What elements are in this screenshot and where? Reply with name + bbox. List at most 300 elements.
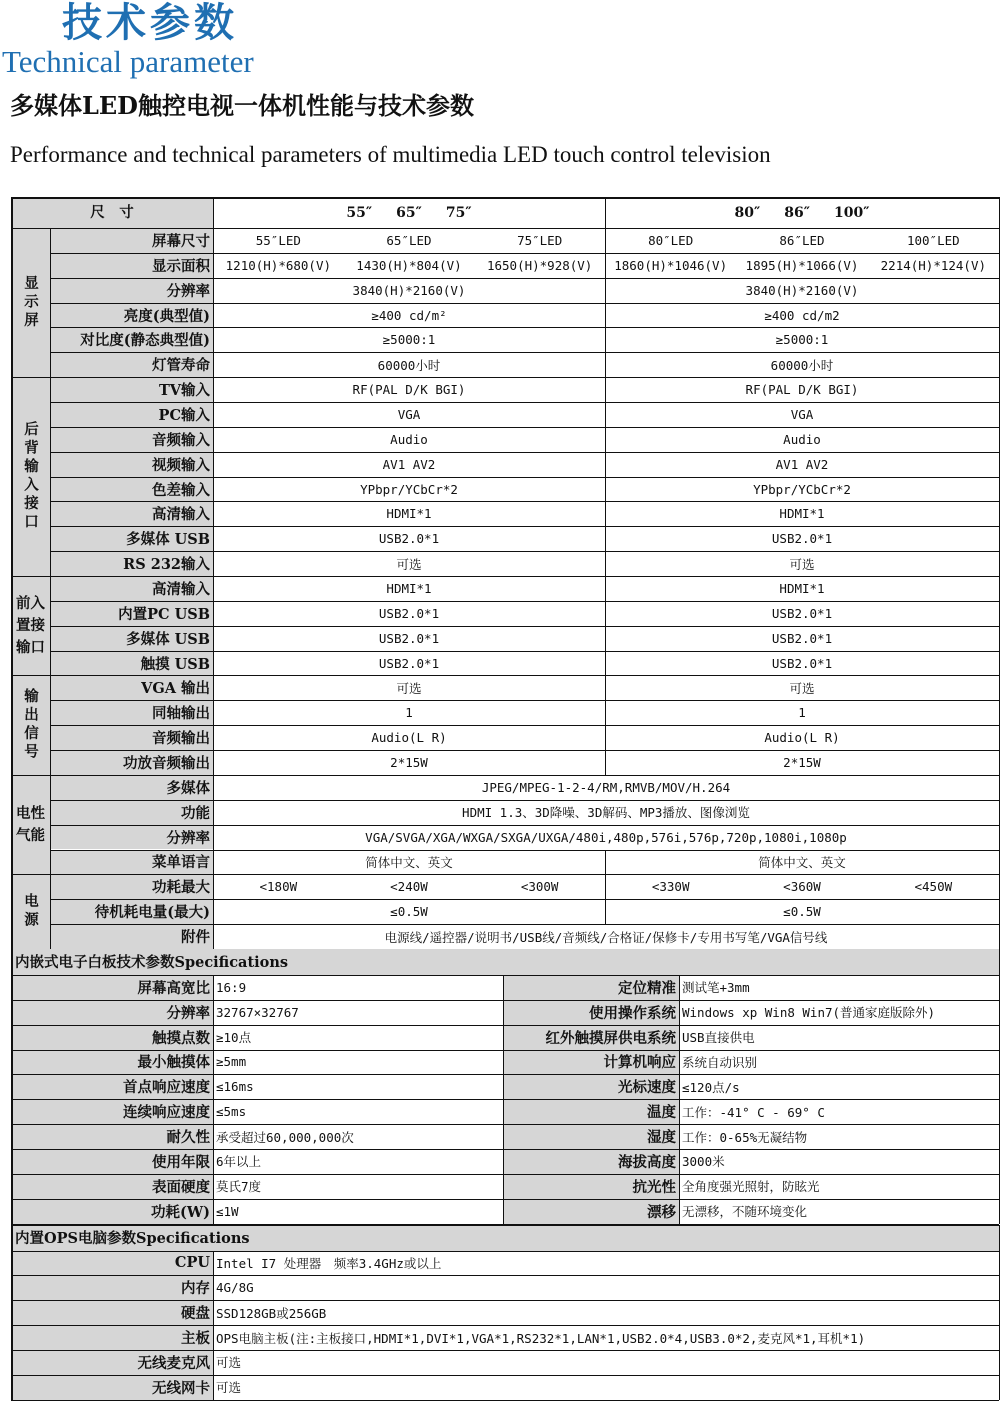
row-value: RF(PAL D/K BGI)	[745, 382, 859, 398]
grid-line	[213, 975, 214, 1224]
row-value: 2*15W	[783, 754, 821, 770]
row-value: 可选	[789, 556, 815, 572]
spec-label: 光标速度	[503, 1074, 679, 1099]
spec-row	[11, 675, 999, 700]
ops-heading: 内置OPS电脑参数Specifications	[11, 1225, 999, 1251]
spec-value: 承受超过60,000,000次	[216, 1129, 354, 1145]
spec-label: CPU	[11, 1251, 213, 1276]
row-value: 3840(H)*2160(V)	[745, 282, 859, 298]
grid-line	[50, 228, 51, 949]
row-value: 2*15W	[390, 754, 428, 770]
row-value: 电源线/遥控器/说明书/USB线/音频线/合格证/保修卡/专用书写笔/VGA信号线	[384, 929, 828, 945]
spec-row	[11, 352, 999, 377]
spec-row	[11, 278, 999, 303]
grid-line	[50, 352, 999, 353]
row-label: 高清输入	[50, 576, 213, 601]
spec-label: 触摸点数	[11, 1025, 213, 1050]
grid-line	[11, 1050, 999, 1051]
spec-value: ≤5ms	[216, 1104, 247, 1120]
grid-line	[11, 576, 50, 577]
grid-line	[605, 651, 606, 676]
whiteboard-row	[11, 1199, 999, 1224]
subtitle-cn: 多媒体LED触控电视一体机性能与技术参数	[10, 91, 474, 120]
spec-row	[11, 924, 999, 949]
row-value: 可选	[789, 680, 815, 696]
ops-row	[11, 1325, 999, 1350]
spec-label: 表面硬度	[11, 1174, 213, 1199]
grid-line	[605, 377, 606, 402]
spec-label: 温度	[503, 1099, 679, 1124]
spec-row	[11, 501, 999, 526]
row-label: 同轴输出	[50, 700, 213, 725]
spec-label: 海拔高度	[503, 1149, 679, 1174]
spec-value: SSD128GB或256GB	[216, 1305, 327, 1321]
grid-line	[11, 197, 13, 949]
grid-line	[11, 1251, 999, 1252]
grid-line	[605, 427, 606, 452]
ops-row	[11, 1300, 999, 1325]
row-label: 亮度(典型值)	[50, 303, 213, 328]
spec-row	[11, 700, 999, 725]
size-header-label: 尺 寸	[11, 197, 213, 228]
row-label: 音频输出	[50, 725, 213, 750]
spec-label: 内存	[11, 1275, 213, 1300]
row-label: 多媒体 USB	[50, 626, 213, 651]
grid-line	[11, 1350, 999, 1351]
spec-row	[11, 850, 999, 875]
grid-line	[11, 1325, 999, 1326]
grid-line	[605, 352, 606, 377]
row-label: 多媒体	[50, 775, 213, 800]
row-label: 音频输入	[50, 427, 213, 452]
grid-line	[605, 899, 606, 924]
row-label: 待机耗电量(最大)	[50, 899, 213, 924]
subtitle-en: Performance and technical parameters of multimedia LED touch control television	[10, 142, 771, 167]
spec-label: 无线麦克风	[11, 1350, 213, 1375]
row-value: 可选	[396, 680, 422, 696]
spec-label: 主板	[11, 1325, 213, 1350]
grid-line	[50, 651, 999, 652]
row-value: YPbpr/YCbCr*2	[753, 481, 851, 497]
grid-line	[50, 899, 999, 900]
grid-line	[50, 601, 999, 602]
size-group-b	[605, 197, 999, 228]
spec-row	[11, 452, 999, 477]
spec-label: 湿度	[503, 1124, 679, 1149]
spec-row	[11, 526, 999, 551]
spec-row	[11, 800, 999, 825]
row-value: VGA	[397, 406, 421, 422]
grid-line	[11, 1074, 999, 1075]
grid-line	[50, 551, 999, 552]
grid-line	[50, 377, 999, 378]
grid-line	[605, 228, 606, 253]
row-label: 菜单语言	[50, 850, 213, 875]
whiteboard-row	[11, 1124, 999, 1149]
spec-label: 连续响应速度	[11, 1099, 213, 1124]
grid-line	[605, 278, 606, 303]
row-value: <450W	[914, 879, 953, 895]
row-label: 色差输入	[50, 477, 213, 502]
spec-label: 红外触摸屏供电系统	[503, 1025, 679, 1050]
spec-label: 定位精准	[503, 975, 679, 1000]
row-value: 简体中文、英文	[758, 854, 846, 870]
spec-row	[11, 427, 999, 452]
row-value: USB2.0*1	[378, 605, 440, 621]
spec-row	[11, 402, 999, 427]
section-label: 显示屏	[11, 228, 50, 377]
spec-label: 分辨率	[11, 1000, 213, 1025]
grid-line	[50, 800, 999, 801]
spec-row	[11, 651, 999, 676]
row-label: 对比度(静态典型值)	[50, 327, 213, 352]
row-label: 显示面积	[50, 253, 213, 278]
grid-line	[11, 1025, 999, 1026]
section-label: 电源	[11, 874, 50, 949]
spec-value: ≤120点/s	[682, 1079, 740, 1095]
spec-row	[11, 327, 999, 352]
spec-value: Windows xp Win8 Win7(普通家庭版除外)	[682, 1005, 936, 1021]
section-label: 前入置接输口	[11, 576, 50, 675]
grid-line	[50, 327, 999, 328]
row-label: 多媒体 USB	[50, 526, 213, 551]
row-value: USB2.0*1	[771, 630, 833, 646]
grid-line	[11, 1199, 999, 1200]
grid-line	[11, 975, 999, 976]
row-value: ≥400 cd/m2	[764, 307, 840, 323]
grid-line	[50, 253, 999, 254]
row-value: HDMI 1.3、3D降噪、3D解码、MP3播放、图像浏览	[462, 805, 750, 821]
grid-line	[50, 675, 999, 676]
row-label: TV输入	[50, 377, 213, 402]
grid-line	[50, 874, 999, 875]
grid-line	[11, 775, 50, 776]
grid-line	[605, 626, 606, 651]
row-value: HDMI*1	[386, 506, 432, 522]
grid-line	[50, 477, 999, 478]
spec-label: 使用操作系统	[503, 1000, 679, 1025]
spec-label: 耐久性	[11, 1124, 213, 1149]
grid-line	[11, 197, 999, 199]
row-value: USB2.0*1	[771, 605, 833, 621]
row-value: 1	[798, 705, 806, 721]
grid-line	[11, 1225, 13, 1400]
size-group-a	[213, 197, 605, 228]
grid-line	[213, 1251, 214, 1400]
row-value: 55″LED	[255, 232, 301, 248]
row-value: ≥400 cd/m²	[371, 307, 447, 323]
grid-line	[50, 526, 999, 527]
ops-row	[11, 1350, 999, 1375]
grid-line	[11, 1099, 999, 1100]
grid-line	[11, 1400, 999, 1401]
whiteboard-heading: 内嵌式电子白板技术参数Specifications	[11, 949, 999, 975]
ops-row	[11, 1251, 999, 1276]
spec-label: 屏幕高宽比	[11, 975, 213, 1000]
spec-value: 6年以上	[216, 1154, 262, 1170]
grid-line	[605, 402, 606, 427]
grid-line	[605, 452, 606, 477]
grid-line	[11, 949, 13, 1224]
whiteboard-heading-row	[11, 949, 999, 975]
row-value: 1895(H)*1066(V)	[745, 257, 859, 273]
row-label: RS 232输入	[50, 551, 213, 576]
row-value: 60000小时	[770, 357, 834, 373]
spec-value: ≥5mm	[216, 1054, 247, 1070]
spec-row	[11, 775, 999, 800]
row-value: 简体中文、英文	[365, 854, 453, 870]
spec-row	[11, 576, 999, 601]
row-label: 功耗最大	[50, 874, 213, 899]
row-label: 内置PC USB	[50, 601, 213, 626]
spec-value: ≥10点	[216, 1030, 252, 1046]
spec-row	[11, 750, 999, 775]
row-value: USB2.0*1	[771, 655, 833, 671]
size-label: 75″	[445, 204, 472, 221]
grid-line	[605, 327, 606, 352]
row-value: ≤0.5W	[390, 904, 428, 920]
row-value: VGA/SVGA/XGA/WXGA/SXGA/UXGA/480i,480p,576i,576p,720p,1080i,1080p	[365, 829, 847, 845]
grid-line	[605, 526, 606, 551]
grid-line	[50, 402, 999, 403]
whiteboard-row	[11, 1149, 999, 1174]
spec-value: ≤1W	[216, 1203, 239, 1219]
grid-line	[605, 601, 606, 626]
grid-line	[605, 501, 606, 526]
row-label: 触摸 USB	[50, 651, 213, 676]
row-value: ≤0.5W	[783, 904, 821, 920]
row-value: 1	[405, 705, 413, 721]
section-label: 后背输入接口	[11, 377, 50, 576]
spec-row	[11, 601, 999, 626]
size-label: 80″	[734, 204, 761, 221]
size-label: 86″	[784, 204, 810, 221]
row-value: 1430(H)*804(V)	[356, 257, 462, 273]
spec-label: 首点响应速度	[11, 1074, 213, 1099]
row-value: <360W	[783, 879, 821, 895]
spec-row	[11, 377, 999, 402]
spec-label: 功耗(W)	[11, 1199, 213, 1224]
spec-value: 3000米	[682, 1154, 725, 1170]
grid-line	[605, 700, 606, 725]
spec-value: 可选	[216, 1380, 242, 1396]
grid-line	[605, 874, 606, 899]
whiteboard-row	[11, 1099, 999, 1124]
whiteboard-row	[11, 1050, 999, 1075]
row-value: USB2.0*1	[771, 531, 833, 547]
row-value: <300W	[520, 879, 559, 895]
row-value: 可选	[396, 556, 422, 572]
spec-value: 4G/8G	[216, 1280, 254, 1296]
section-label: 电性气能	[11, 775, 50, 874]
grid-line	[11, 1275, 999, 1276]
spec-value: ≤16ms	[216, 1079, 254, 1095]
row-value: 75″LED	[517, 232, 563, 248]
row-label: 功能	[50, 800, 213, 825]
spec-row	[11, 303, 999, 328]
section-label: 输出信号	[11, 675, 50, 774]
row-value: 2214(H)*124(V)	[880, 257, 986, 273]
spec-value: 工作：0-65%无凝结物	[682, 1129, 808, 1145]
row-value: 3840(H)*2160(V)	[352, 282, 466, 298]
grid-line	[605, 477, 606, 502]
row-label: 功放音频输出	[50, 750, 213, 775]
spec-label: 抗光性	[503, 1174, 679, 1199]
row-value: Audio(L R)	[371, 730, 447, 746]
row-value: Audio	[390, 431, 428, 447]
grid-line	[605, 725, 606, 750]
row-value: HDMI*1	[779, 580, 825, 596]
row-value: Audio(L R)	[764, 730, 840, 746]
size-label: 55″	[346, 204, 373, 221]
row-label: PC输入	[50, 402, 213, 427]
spec-row	[11, 253, 999, 278]
whiteboard-row	[11, 1174, 999, 1199]
row-value: <240W	[390, 879, 428, 895]
spec-value: 莫氏7度	[216, 1179, 262, 1195]
whiteboard-row	[11, 1074, 999, 1099]
grid-line	[50, 626, 999, 627]
row-value: 1210(H)*680(V)	[225, 257, 331, 273]
size-label: 100″	[834, 204, 870, 221]
spec-row	[11, 874, 999, 899]
spec-value: 测试笔+3mm	[682, 980, 750, 996]
grid-line	[11, 1225, 999, 1226]
row-value: 60000小时	[377, 357, 441, 373]
spec-value: 32767×32767	[216, 1004, 299, 1020]
grid-line	[605, 750, 606, 775]
spec-row	[11, 725, 999, 750]
row-value: 1650(H)*928(V)	[486, 257, 593, 273]
spec-row	[11, 899, 999, 924]
spec-value: OPS电脑主板(注:主板接口,HDMI*1,DVI*1,VGA*1,RS232*1,LAN*1,USB2.0*4,USB3.0*2,麦克风*1,耳机*1)	[216, 1330, 866, 1346]
row-value: 80″LED	[648, 232, 694, 248]
row-value: VGA	[790, 406, 814, 422]
size-header-row	[11, 197, 999, 228]
spec-value: Intel I7 处理器 频率3.4GHz或以上	[216, 1255, 442, 1271]
row-value: HDMI*1	[779, 506, 825, 522]
row-label: 屏幕尺寸	[50, 228, 213, 253]
grid-line	[213, 197, 214, 949]
row-value: 86″LED	[779, 232, 825, 248]
grid-line	[50, 452, 999, 453]
grid-line	[605, 576, 606, 601]
row-label: 分辨率	[50, 278, 213, 303]
spec-value: 可选	[216, 1355, 242, 1371]
grid-line	[50, 576, 999, 577]
grid-line	[605, 551, 606, 576]
grid-line	[503, 975, 504, 1224]
spec-value: 16:9	[216, 979, 247, 995]
row-value: USB2.0*1	[378, 531, 440, 547]
row-value: 1860(H)*1046(V)	[614, 257, 728, 273]
grid-line	[50, 750, 999, 751]
spec-label: 无线网卡	[11, 1375, 213, 1400]
grid-line	[50, 700, 999, 701]
grid-line	[50, 501, 999, 502]
ops-row	[11, 1275, 999, 1300]
row-value: ≥5000:1	[775, 332, 829, 348]
spec-row	[11, 477, 999, 502]
row-value: 65″LED	[386, 232, 432, 248]
grid-line	[50, 303, 999, 304]
grid-line	[605, 197, 606, 228]
row-value: 100″LED	[906, 232, 960, 248]
grid-line	[50, 825, 999, 826]
row-value: Audio	[783, 431, 821, 447]
grid-line	[11, 1375, 999, 1376]
size-label: 65″	[396, 204, 422, 221]
row-value: ≥5000:1	[382, 332, 436, 348]
whiteboard-row	[11, 1000, 999, 1025]
row-label: 高清输入	[50, 501, 213, 526]
grid-line	[11, 1149, 999, 1150]
grid-line	[679, 975, 680, 1224]
spec-label: 使用年限	[11, 1149, 213, 1174]
spec-value: USB直接供电	[682, 1030, 755, 1046]
row-value: JPEG/MPEG-1-2-4/RM,RMVB/MOV/H.264	[481, 779, 731, 795]
row-value: <330W	[651, 879, 690, 895]
spec-value: 全角度强光照射，防眩光	[682, 1179, 820, 1195]
row-value: USB2.0*1	[378, 630, 440, 646]
spec-row	[11, 228, 999, 253]
grid-line	[11, 228, 999, 229]
row-value: USB2.0*1	[378, 655, 440, 671]
grid-line	[11, 1300, 999, 1301]
grid-line	[50, 278, 999, 279]
spec-label: 硬盘	[11, 1300, 213, 1325]
grid-line	[11, 1000, 999, 1001]
page-title-cn: 技术参数	[62, 0, 238, 46]
row-value: RF(PAL D/K BGI)	[352, 382, 466, 398]
grid-line	[11, 1174, 999, 1175]
row-label: 灯管寿命	[50, 352, 213, 377]
grid-line	[50, 850, 999, 851]
spec-value: 无漂移，不随环境变化	[682, 1204, 808, 1220]
grid-line	[50, 775, 999, 776]
grid-line	[605, 850, 606, 875]
grid-line	[11, 675, 50, 676]
whiteboard-row	[11, 1025, 999, 1050]
grid-line	[11, 874, 50, 875]
row-value: AV1 AV2	[382, 456, 436, 472]
grid-line	[50, 924, 999, 925]
ops-row	[11, 1375, 999, 1400]
row-label: 视频输入	[50, 452, 213, 477]
row-label: 附件	[50, 924, 213, 949]
grid-line	[50, 725, 999, 726]
page-title-en: Technical parameter	[2, 44, 254, 79]
row-value: <180W	[259, 879, 298, 895]
spec-value: 工作：-41° C - 69° C	[682, 1104, 825, 1120]
spec-row	[11, 551, 999, 576]
grid-line	[50, 427, 999, 428]
spec-label: 计算机响应	[503, 1050, 679, 1075]
spec-label: 漂移	[503, 1199, 679, 1224]
row-label: VGA 输出	[50, 675, 213, 700]
row-value: YPbpr/YCbCr*2	[360, 481, 458, 497]
grid-line	[11, 377, 50, 378]
row-value: AV1 AV2	[775, 456, 829, 472]
ops-heading-row	[11, 1225, 999, 1251]
grid-line	[605, 253, 606, 278]
grid-line	[605, 675, 606, 700]
grid-line	[11, 1124, 999, 1125]
row-value: HDMI*1	[386, 580, 432, 596]
spec-row	[11, 825, 999, 850]
grid-line	[605, 303, 606, 328]
whiteboard-row	[11, 975, 999, 1000]
